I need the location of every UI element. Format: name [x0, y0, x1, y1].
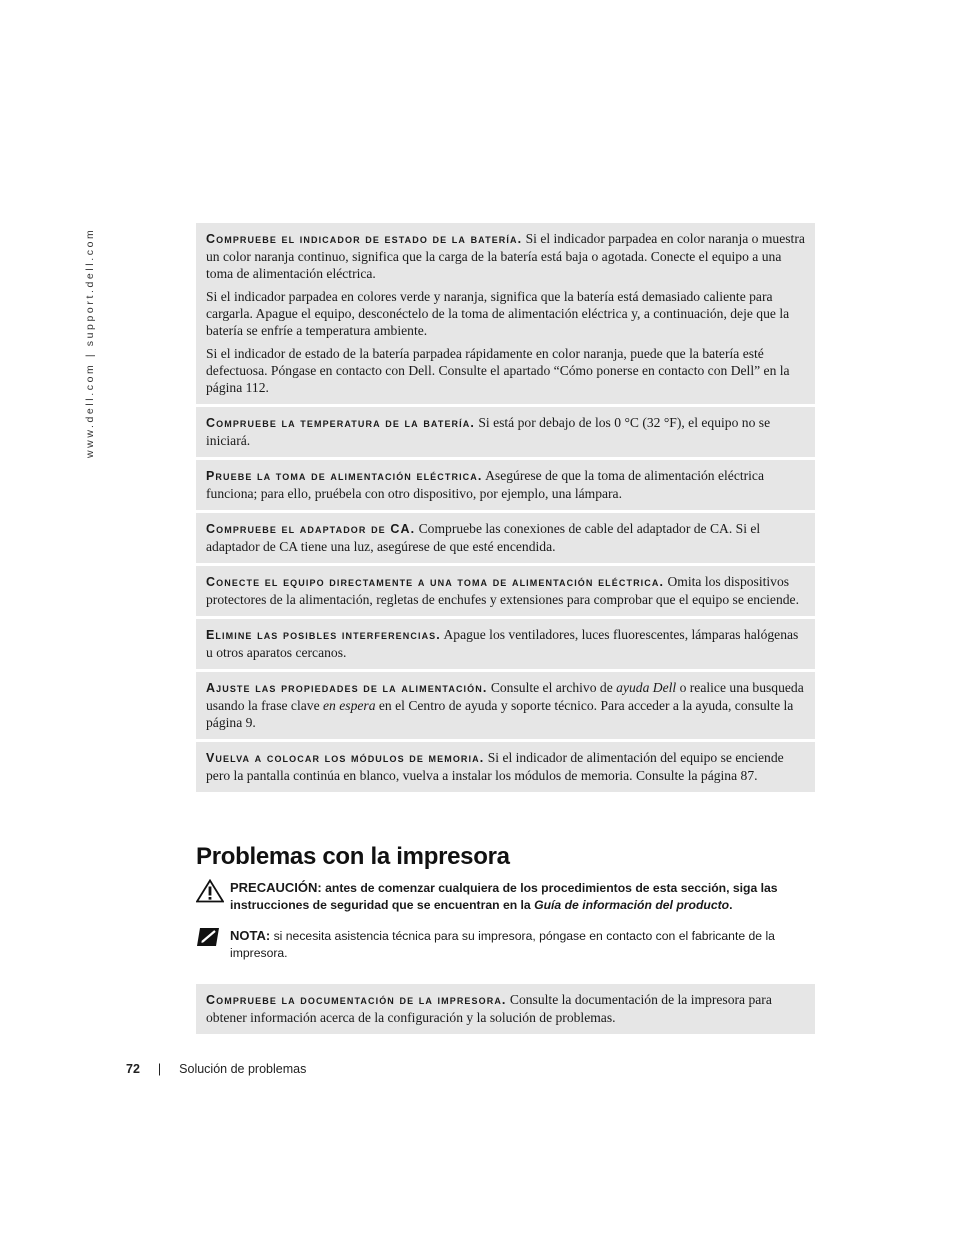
tip-lead: Compruebe la temperatura de la batería. [206, 416, 475, 430]
tip-box-battery-indicator [196, 223, 815, 404]
tip-text: Si está por debajo de los 0 °C (32 °F), el equipo no se iniciará. [206, 415, 771, 448]
caution-italic: Guía de información del producto [534, 898, 730, 912]
note-pencil-icon [196, 927, 220, 952]
tip-lead: Elimine las posibles interferencias. [206, 628, 441, 642]
tip-box-ac-adapter [196, 513, 815, 563]
troubleshooting-list [196, 223, 815, 795]
tip-italic-term: ayuda Dell [616, 680, 677, 695]
printer-tips [196, 984, 815, 1037]
tip-text: Apague los ventiladores, luces fluorescentes, lámparas halógenas u otros aparatos cercanos. [206, 627, 799, 660]
tip-text: en el Centro de ayuda y soporte técnico. Para acceder a la ayuda, consulte la página 9. [206, 698, 794, 730]
tip-lead: Conecte el equipo directamente a una toma de alimentación eléctrica. [206, 575, 665, 589]
tip-text: Omita los dispositivos protectores de la alimentación, regletas de enchufes y extensiones para comprobar que el equipo se enciende. [206, 574, 799, 607]
tip-text: Asegúrese de que la toma de alimentación eléctrica funciona; para ello, pruébela con otro dispositivo, por ejemplo, una lámpara. [206, 468, 765, 501]
tip-paragraph: Si el indicador parpadea en colores verde y naranja, significa que la batería está demasiado caliente para cargarla. Apague el equipo, desconéctelo de la toma de alimentación eléctrica y, a continuación, deje que la batería se enfríe a temperatura ambiente. [206, 289, 790, 338]
tip-lead: Pruebe la toma de alimentación eléctrica. [206, 469, 483, 483]
tip-lead: Ajuste las propiedades de la alimentación. [206, 681, 488, 695]
tip-lead: Compruebe el adaptador de CA. [206, 522, 416, 536]
tip-box-interference [196, 619, 815, 669]
tip-lead: Vuelva a colocar los módulos de memoria. [206, 751, 485, 765]
tip-box-memory-modules [196, 742, 815, 792]
tip-lead: Compruebe el indicador de estado de la batería. [206, 232, 523, 246]
caution-text: antes de comenzar cualquiera de los procedimientos de esta sección, siga las instrucciones de seguridad que se encuentran en la [230, 881, 778, 912]
note-notice [196, 927, 808, 962]
tip-text: Consulte el archivo de [487, 680, 617, 695]
caution-notice [196, 879, 808, 914]
tip-box-printer-documentation [196, 984, 815, 1034]
tip-lead: Compruebe la documentación de la impresora. [206, 993, 507, 1007]
tip-text: Si el indicador parpadea en color naranja o muestra un color naranja continuo, significa que la carga de la batería está baja o agotada. Conecte el equipo a una toma de alimentación eléctrica. [206, 231, 805, 281]
caution-end: . [729, 898, 733, 912]
side-url: www.dell.com | support.dell.com [84, 227, 96, 458]
tip-box-direct-connection [196, 566, 815, 616]
footer-section: Solución de problemas [179, 1062, 307, 1076]
page-number: 72 [126, 1062, 140, 1076]
caution-label: PRECAUCIÓN: [230, 880, 322, 895]
warning-triangle-icon [196, 879, 224, 908]
tip-text: Consulte la documentación de la impresora para obtener información acerca de la configuración y la solución de problemas. [206, 992, 772, 1025]
tip-italic-term: en espera [323, 698, 376, 713]
note-text: si necesita asistencia técnica para su impresora, póngase en contacto con el fabricante de la impresora. [230, 929, 775, 960]
tip-box-power-properties [196, 672, 815, 739]
tip-text: Compruebe las conexiones de cable del adaptador de CA. Si el adaptador de CA tiene una luz, asegúrese de que esté encendida. [206, 521, 761, 554]
footer-separator: | [157, 1062, 162, 1076]
tip-text: Si el indicador de alimentación del equipo se enciende pero la pantalla continúa en blanco, vuelva a instalar los módulos de memoria. Consulte la página 87. [206, 750, 784, 783]
tip-box-power-outlet [196, 460, 815, 510]
tip-box-battery-temperature [196, 407, 815, 457]
section-title: Problemas con la impresora [196, 843, 510, 870]
tip-paragraph: Si el indicador de estado de la batería parpadea rápidamente en color naranja, puede que la batería esté defectuosa. Póngase en contacto con Dell. Consulte el apartado “Cómo ponerse en contacto con Dell” en la página 112. [206, 346, 790, 395]
tip-text: o realice una busqueda usando la frase clave [206, 680, 804, 713]
note-label: NOTA: [230, 928, 271, 943]
page-footer [126, 1062, 306, 1076]
